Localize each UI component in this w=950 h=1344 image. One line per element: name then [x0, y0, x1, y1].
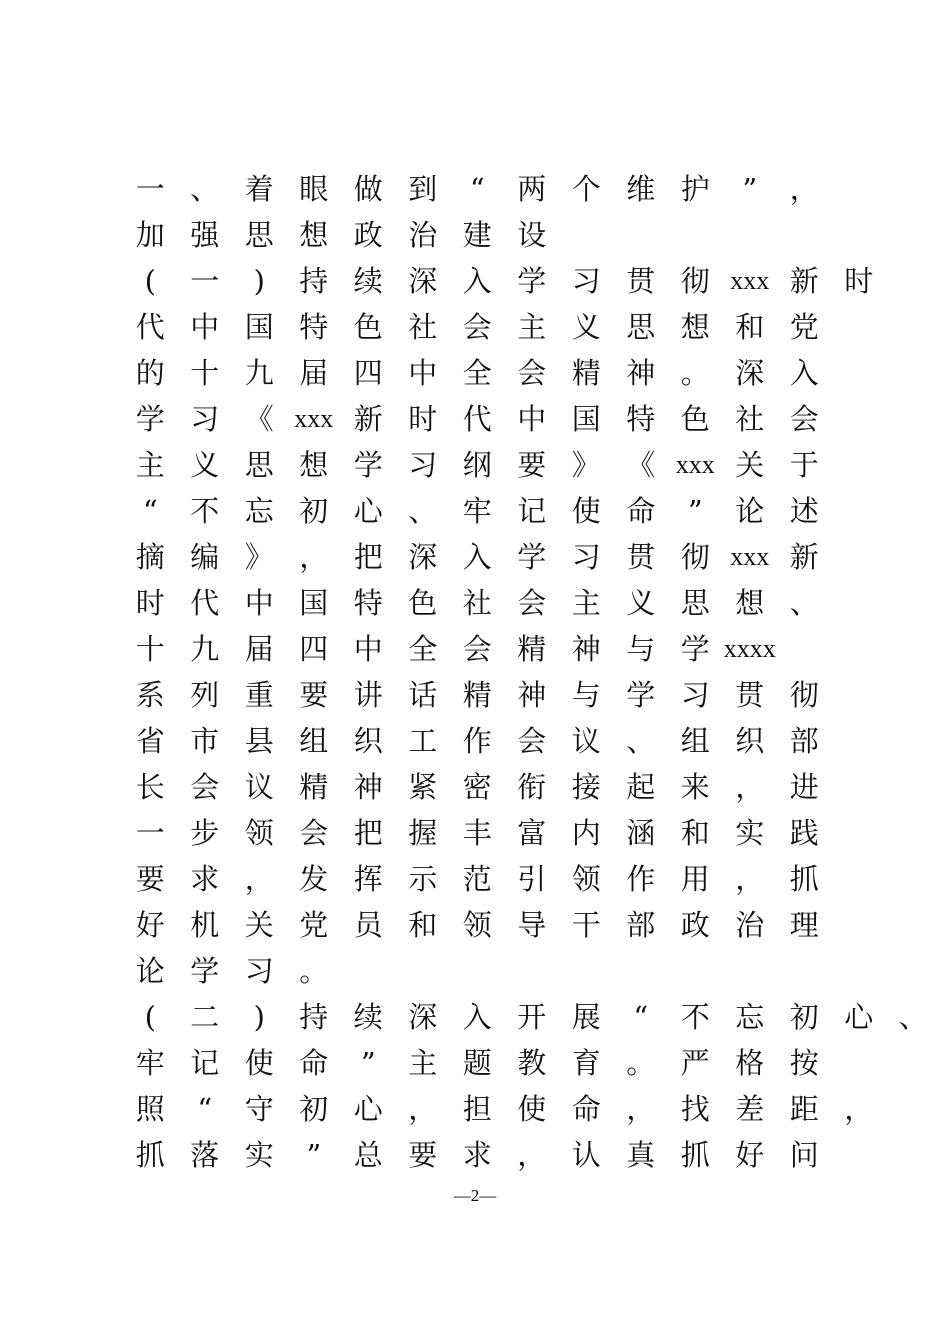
text-line: 主 义 思 想 学 习 纲 要 》 《 xxx 关 于 — [135, 448, 819, 482]
text-line: ( 一 ) 持 续 深 入 学 习 贯 彻 xxx 新 时 — [144, 264, 874, 298]
text-line: 学 习 《 xxx 新 时 代 中 国 特 色 社 会 — [135, 402, 819, 436]
text-line: 系 列 重 要 讲 话 精 神 与 学 习 贯 彻 — [135, 678, 819, 712]
text-line: “ 不 忘 初 心 、 牢 记 使 命 ” 论 述 — [142, 494, 819, 528]
text-line: ( 二 ) 持 续 深 入 开 展 “ 不 忘 初 心 、 — [144, 1000, 928, 1034]
text-line: 一 、 着 眼 做 到 “ 两 个 维 护 ” ， — [135, 172, 819, 206]
text-line: 代 中 国 特 色 社 会 主 义 思 想 和 党 — [135, 310, 819, 344]
page-number: —2— — [453, 1186, 497, 1205]
text-line: 的 十 九 届 四 中 全 会 精 神 。 深 入 — [135, 356, 819, 390]
text-line: 加 强 思 想 政 治 建 设 — [135, 218, 547, 252]
text-line: 好 机 关 党 员 和 领 导 干 部 政 治 理 — [135, 908, 819, 942]
text-line: 长 会 议 精 神 紧 密 衔 接 起 来 ， 进 — [135, 770, 819, 804]
text-line: 十 九 届 四 中 全 会 精 神 与 学 xxxx — [135, 632, 776, 666]
text-line: 摘 编 》 ， 把 深 入 学 习 贯 彻 xxx 新 — [135, 540, 819, 574]
text-line: 牢 记 使 命 ” 主 题 教 育 。 严 格 按 — [135, 1046, 819, 1080]
text-line: 抓 落 实 ” 总 要 求 ， 认 真 抓 好 问 — [135, 1138, 819, 1172]
text-line: 一 步 领 会 把 握 丰 富 内 涵 和 实 践 — [135, 816, 819, 850]
text-line: 论 学 习 。 — [135, 954, 329, 988]
text-line: 要 求 ， 发 挥 示 范 引 领 作 用 ， 抓 — [135, 862, 819, 896]
text-line: 照 “ 守 初 心 ， 担 使 命 ， 找 差 距 ， — [135, 1092, 874, 1126]
text-line: 省 市 县 组 织 工 作 会 议 、 组 织 部 — [135, 724, 819, 758]
text-line: 时 代 中 国 特 色 社 会 主 义 思 想 、 — [135, 586, 819, 620]
